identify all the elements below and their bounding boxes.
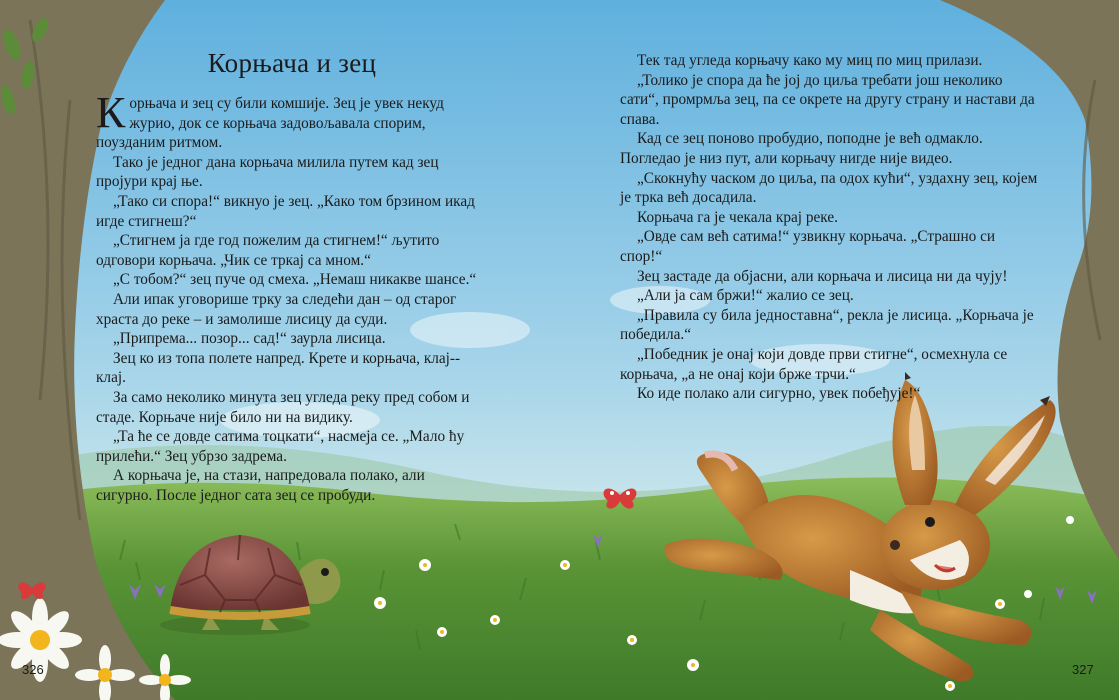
left-page-text (96, 88, 484, 505)
page-title: Корњача и зец (207, 48, 377, 78)
paragraph: „Толико је спора да ће јој до циља требати још неколико сати“, промрмља зец, па се окрете на другу страну и настави да спава. (620, 71, 1035, 128)
paragraph: Кад се зец поново пробудио, поподне је већ одмакло. Погледао је низ пут, али корњачу нигде није видео. (620, 130, 983, 167)
paragraph: Зец застаде да објасни, али корњача и лисица ни да чују! (637, 267, 1008, 285)
paragraph: Ко иде полако али сигурно, увек побеђује!“ (637, 385, 921, 403)
paragraph: „Тако си спора!“ викнуо је зец. „Како том брзином икад игде стигнеш?“ (96, 192, 475, 230)
paragraph: За само неколико минута зец угледа реку пред собом и стаде. Корњаче није било ни на видику. (96, 388, 470, 426)
paragraph: Корњача и зец су били комшије. Зец је увек некуд журио, док се корњача задовољавала спорим, поузданим ритмом. (96, 88, 444, 152)
paragraph: „Припрема... позор... сад!“ заурла лисица. (113, 330, 386, 348)
paragraph: А корњача је, на стази, напредовала полако, али сигурно. После једног сата зец се пробуди. (96, 467, 425, 504)
paragraph: „Победник је онај који довде први стигне“, осмехнула се корњача, „а не онај који брже трчи.“ (620, 345, 1008, 383)
page-number-left: 326 (22, 662, 44, 677)
paragraph: Корњача га је чекала крај реке. (637, 208, 838, 226)
paragraph: „Та ће се довде сатима тоцкати“, насмеја се. „Мало ћу прилећи.“ Зец убрзо задрема. (96, 428, 465, 465)
paragraph: Али ипак уговорише трку за следећи дан – од старог храста до реке – и замолише лисицу да суди. (96, 290, 457, 328)
page-number-right: 327 (1072, 662, 1094, 677)
paragraph: „Али ја сам бржи!“ жалио се зец. (637, 287, 854, 305)
paragraph: „Стигнем ја где год пожелим да стигнем!“ љутито одговори корњача. „Чик се тркај са мном.“ (96, 232, 440, 269)
paragraph: „Скокнућу часком до циља, па одох кући“, уздахну зец, којем је трка већ досадила. (620, 169, 1038, 207)
drop-cap: К (96, 88, 126, 137)
paragraph: „Правила су била једноставна“, рекла је лисица. „Корњача је победила.“ (620, 306, 1034, 344)
paragraph: „С тобом?“ зец пуче од смеха. „Немаш никакве шансе.“ (113, 271, 477, 289)
paragraph: „Овде сам већ сатима!“ узвикну корњача. „Страшно си спор!“ (620, 228, 996, 265)
paragraph: Тако је једног дана корњача милила путем кад зец пројури крај ње. (96, 153, 439, 191)
paragraph: Тек тад угледа корњачу како му миц по миц прилази. (637, 52, 983, 69)
right-page-text (620, 51, 1040, 404)
paragraph: Зец ко из топа полете напред. Крете и корњача, клај--клај. (96, 349, 461, 387)
